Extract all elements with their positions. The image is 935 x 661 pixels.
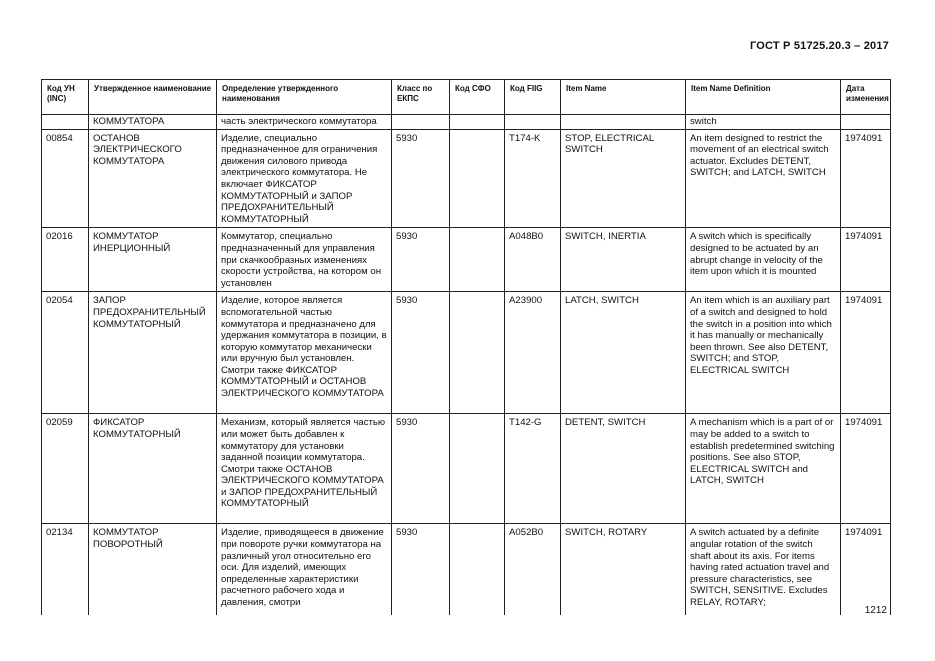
cell-sfo <box>450 115 505 130</box>
cell-definition: Изделие, специально предназначенное для ограничения движения силового привода электрического коммутатора. Не включает ФИКСАТОР КОММУТАТОРНЫЙ и ЗАПОР ПРЕДОХРАНИТЕЛЬНЫЙ КОММУТАТОРНЫЙ <box>217 129 392 228</box>
cell-date: 1974091 <box>841 524 891 616</box>
cell-name: КОММУТАТОРА <box>89 115 217 130</box>
col-header-sfo: Код СФО <box>450 80 505 115</box>
cell-item-name <box>561 115 686 130</box>
cell-inc: 02054 <box>42 292 89 414</box>
cell-inc: 02016 <box>42 228 89 292</box>
cell-class <box>392 115 450 130</box>
cell-name: КОММУТАТОР ИНЕРЦИОННЫЙ <box>89 228 217 292</box>
col-header-item-definition: Item Name Definition <box>686 80 841 115</box>
cell-class: 5930 <box>392 292 450 414</box>
cell-sfo <box>450 414 505 524</box>
cell-item-definition: switch <box>686 115 841 130</box>
cell-item-definition: An item which is an auxiliary part of a switch and designed to hold the switch in a position into which it has manually or mechanically been thrown. See also DETENT, SWITCH; and STOP, ELECTRICAL SWITCH <box>686 292 841 414</box>
col-header-class: Класс по ЕКПС <box>392 80 450 115</box>
cell-name: ОСТАНОВ ЭЛЕКТРИЧЕСКОГО КОММУТАТОРА <box>89 129 217 228</box>
cell-inc <box>42 115 89 130</box>
cell-item-name: LATCH, SWITCH <box>561 292 686 414</box>
cell-fiig: T174-K <box>505 129 561 228</box>
cell-item-definition: A mechanism which is a part of or may be added to a switch to establish predetermined switching positions. See also STOP, ELECTRICAL SWITCH and LATCH, SWITCH <box>686 414 841 524</box>
col-header-approved-name: Утвержденное наименование <box>89 80 217 115</box>
cell-item-definition: A switch actuated by a definite angular rotation of the switch shaft about its axis. For items having rated actuation travel and pressure characteristics, see SWITCH, SENSITIVE. Excludes RELAY, ROTARY; <box>686 524 841 616</box>
cell-class: 5930 <box>392 524 450 616</box>
cell-inc: 02134 <box>42 524 89 616</box>
table-row <box>42 292 891 414</box>
table-header-row <box>42 80 891 115</box>
col-header-fiig: Код FIIG <box>505 80 561 115</box>
cell-item-definition: An item designed to restrict the movement of an electrical switch actuator. Excludes DETENT, SWITCH; and LATCH, SWITCH <box>686 129 841 228</box>
cell-sfo <box>450 292 505 414</box>
cell-sfo <box>450 228 505 292</box>
cell-sfo <box>450 524 505 616</box>
col-header-date: Дата изменения <box>841 80 891 115</box>
cell-date <box>841 115 891 130</box>
cell-item-name: DETENT, SWITCH <box>561 414 686 524</box>
cell-class: 5930 <box>392 129 450 228</box>
table-row <box>42 524 891 616</box>
cell-item-name: STOP, ELECTRICAL SWITCH <box>561 129 686 228</box>
cell-fiig: A048B0 <box>505 228 561 292</box>
page-number: 1212 <box>864 605 887 616</box>
cell-fiig: T142-G <box>505 414 561 524</box>
cell-date: 1974091 <box>841 292 891 414</box>
catalog-table <box>41 79 891 615</box>
cell-date: 1974091 <box>841 129 891 228</box>
cell-definition: Коммутатор, специально предназначенный для управления при скачкообразных изменениях скорости устройства, на котором он установлен <box>217 228 392 292</box>
cell-name: ФИКСАТОР КОММУТАТОРНЫЙ <box>89 414 217 524</box>
cell-definition: Механизм, который является частью или может быть добавлен к коммутатору для установки заданной позиции коммутатора. Смотри также ОСТАНОВ ЭЛЕКТРИЧЕСКОГО КОММУТАТОРА и ЗАПОР ПРЕДОХРАНИТЕЛЬНЫЙ КОММУТАТОРНЫЙ <box>217 414 392 524</box>
cell-definition: Изделие, которое является вспомогательной частью коммутатора и предназначено для удержания коммутатора в позиции, в которую коммутатор механически или вручную был установлен. Смотри также ФИКСАТОР КОММУТАТОРНЫЙ и ОСТАНОВ ЭЛЕКТРИЧЕСКОГО КОММУТАТОРА <box>217 292 392 414</box>
cell-definition: Изделие, приводящееся в движение при повороте ручки коммутатора на различный угол относительно его оси. Для изделий, имеющих определенные характеристики расчетного рабочего хода и давления, смотри <box>217 524 392 616</box>
cell-fiig <box>505 115 561 130</box>
col-header-inc: Код УН (INC) <box>42 80 89 115</box>
document-code: ГОСТ Р 51725.20.3 – 2017 <box>749 40 889 52</box>
cell-inc: 00854 <box>42 129 89 228</box>
col-header-item-name: Item Name <box>561 80 686 115</box>
cell-class: 5930 <box>392 414 450 524</box>
cell-inc: 02059 <box>42 414 89 524</box>
cell-item-name: SWITCH, INERTIA <box>561 228 686 292</box>
col-header-definition: Определение утвержденного наименования <box>217 80 392 115</box>
table-row <box>42 228 891 292</box>
cell-name: КОММУТАТОР ПОВОРОТНЫЙ <box>89 524 217 616</box>
cell-class: 5930 <box>392 228 450 292</box>
cell-fiig: A052B0 <box>505 524 561 616</box>
cell-date: 1974091 <box>841 414 891 524</box>
cell-name: ЗАПОР ПРЕДОХРАНИТЕЛЬНЫЙ КОММУТАТОРНЫЙ <box>89 292 217 414</box>
table-row <box>42 129 891 228</box>
table-row <box>42 414 891 524</box>
cell-definition: часть электрического коммутатора <box>217 115 392 130</box>
cell-item-definition: A switch which is specifically designed to be actuated by an abrupt change in velocity of the item upon which it is mounted <box>686 228 841 292</box>
cell-sfo <box>450 129 505 228</box>
cell-item-name: SWITCH, ROTARY <box>561 524 686 616</box>
table-row-continuation <box>42 115 891 130</box>
cell-date: 1974091 <box>841 228 891 292</box>
cell-fiig: A23900 <box>505 292 561 414</box>
